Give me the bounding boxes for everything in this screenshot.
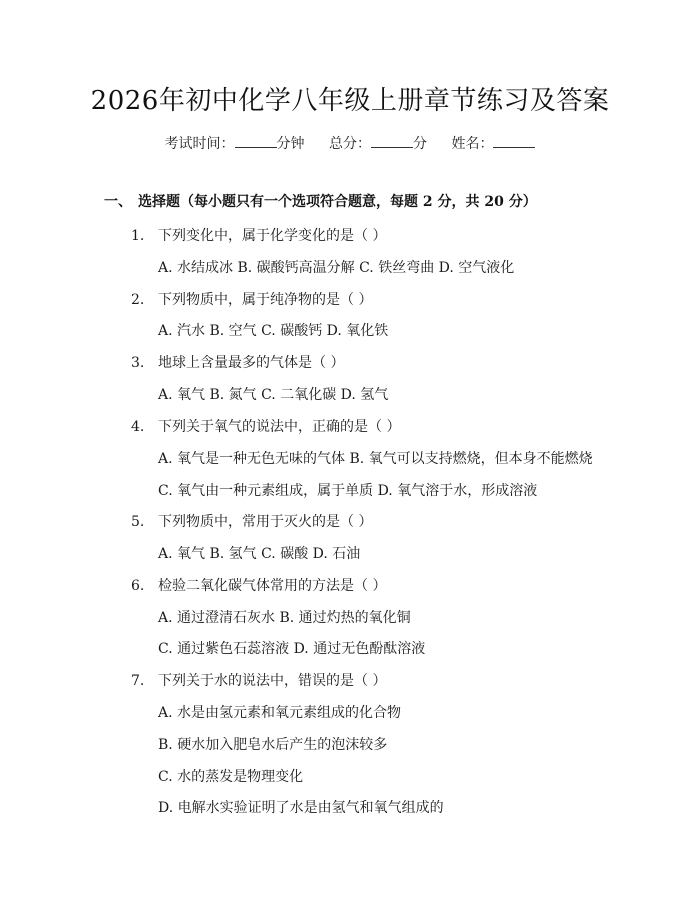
- score-field: [329, 136, 431, 152]
- question-6: [131, 575, 386, 595]
- question-7-option-d: D. 电解水实验证明了水是由氢气和氧气组成的: [158, 800, 444, 816]
- section-number: 一、: [104, 194, 132, 210]
- question-2-options: A. 汽水 B. 空气 C. 碳酸钙 D. 氧化铁: [158, 323, 389, 339]
- question-text: 检验二氧化碳气体常用的方法是（ ）: [158, 578, 387, 594]
- question-number: 1.: [131, 228, 145, 244]
- score-blank: [371, 135, 413, 148]
- question-3-options: A. 氧气 B. 氮气 C. 二氧化碳 D. 氢气: [158, 387, 389, 403]
- question-5: [131, 511, 372, 531]
- question-5-options: A. 氧气 B. 氢气 C. 碳酸 D. 石油: [158, 546, 361, 562]
- question-6-options-line-1: A. 通过澄清石灰水 B. 通过灼热的氧化铜: [158, 610, 411, 626]
- time-field: [165, 136, 309, 152]
- question-4-options-line-1: A. 氧气是一种无色无味的气体 B. 氧气可以支持燃烧，但本身不能燃烧: [158, 451, 593, 467]
- question-number: 7.: [131, 673, 145, 689]
- question-2: [131, 289, 372, 309]
- question-4-options-line-2: C. 氧气由一种元素组成，属于单质 D. 氧气溶于水，形成溶液: [158, 483, 538, 499]
- score-label: 总分：: [329, 136, 371, 152]
- section-heading: [104, 191, 537, 211]
- score-unit: 分: [413, 136, 427, 152]
- question-7: [131, 670, 386, 690]
- question-1-options: A. 水结成冰 B. 碳酸钙高温分解 C. 铁丝弯曲 D. 空气液化: [158, 260, 515, 276]
- question-7-option-c: C. 水的蒸发是物理变化: [158, 769, 304, 785]
- time-label: 考试时间：: [164, 136, 235, 152]
- question-text: 下列关于水的说法中，错误的是（ ）: [158, 673, 387, 689]
- section-title: 选择题（每小题只有一个选项符合题意，每题 2 分，共 20 分）: [138, 194, 537, 210]
- question-number: 2.: [131, 292, 145, 308]
- question-3: [131, 352, 344, 372]
- question-1: [131, 225, 386, 245]
- page-title: 2026年初中化学八年级上册章节练习及答案: [90, 86, 610, 116]
- name-field: [451, 136, 535, 152]
- time-blank: [235, 135, 277, 148]
- question-text: 下列物质中，常用于灭火的是（ ）: [158, 514, 373, 530]
- question-4: [131, 416, 400, 436]
- question-text: 下列物质中，属于纯净物的是（ ）: [158, 292, 373, 308]
- question-number: 3.: [131, 355, 145, 371]
- question-number: 4.: [131, 419, 145, 435]
- question-7-option-b: B. 硬水加入肥皂水后产生的泡沫较多: [158, 737, 388, 753]
- name-label: 姓名：: [451, 136, 494, 152]
- question-number: 6.: [131, 578, 145, 594]
- question-text: 地球上含量最多的气体是（ ）: [158, 355, 345, 371]
- exam-meta: [0, 133, 700, 153]
- question-6-options-line-2: C. 通过紫色石蕊溶液 D. 通过无色酚酞溶液: [158, 641, 426, 657]
- question-number: 5.: [131, 514, 145, 530]
- name-blank: [493, 135, 535, 148]
- question-text: 下列变化中，属于化学变化的是（ ）: [158, 228, 387, 244]
- question-text: 下列关于氧气的说法中，正确的是（ ）: [158, 419, 401, 435]
- time-unit: 分钟: [276, 136, 305, 152]
- question-7-option-a: A. 水是由氢元素和氧元素组成的化合物: [158, 705, 402, 721]
